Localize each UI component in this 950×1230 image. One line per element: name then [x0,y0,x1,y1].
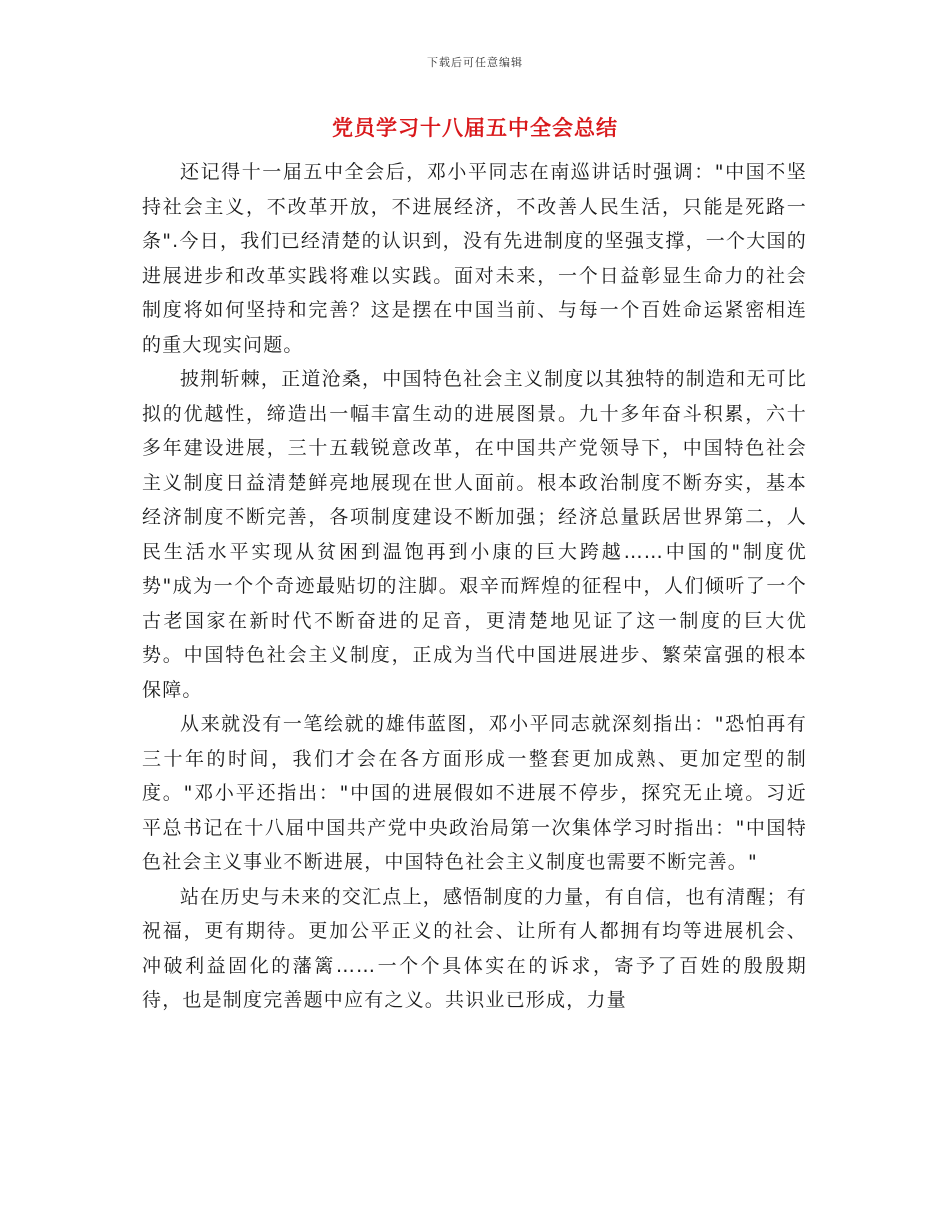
paragraph-1: 还记得十一届五中全会后，邓小平同志在南巡讲话时强调："中国不坚持社会主义，不改革开放，不进展经济，不改善人民生活，只能是死路一条".今日，我们已经清楚的认识到，没有先进制度的坚强支撑，一个大国的进展进步和改革实践将难以实践。面对未来，一个日益彰显生命力的社会制度将如何坚持和完善？这是摆在中国当前、与每一个百姓命运紧密相连的重大现实问题。 [142,161,807,356]
header-note: 下载后可任意编辑 [427,56,523,69]
document-body [142,155,807,1018]
document-title: 党员学习十八届五中全会总结 [332,116,618,140]
paragraph-3: 从来就没有一笔绘就的雄伟蓝图，邓小平同志就深刻指出："恐怕再有三十年的时间，我们才会在各方面形成一整套更加成熟、更加定型的制度。"邓小平还指出："中国的进展假如不进展不停步，探究无止境。习近平总书记在十八届中国共产党中央政治局第一次集体学习时指出："中国特色社会主义事业不断进展，中国特色社会主义制度也需要不断完善。" [142,713,807,873]
paragraph-2: 披荆斩棘，正道沧桑，中国特色社会主义制度以其独特的制造和无可比拟的优越性，缔造出一幅丰富生动的进展图景。九十多年奋斗积累，六十多年建设进展，三十五载锐意改革，在中国共产党领导下，中国特色社会主义制度日益清楚鲜亮地展现在世人面前。根本政治制度不断夯实，基本经济制度不断完善，各项制度建设不断加强；经济总量跃居世界第二，人民生活水平实现从贫困到温饱再到小康的巨大跨越……中国的"制度优势"成为一个个奇迹最贴切的注脚。艰辛而辉煌的征程中，人们倾听了一个古老国家在新时代不断奋进的足音，更清楚地见证了这一制度的巨大优势。中国特色社会主义制度，正成为当代中国进展进步、繁荣富强的根本保障。 [142,368,807,701]
paragraph-4: 站在历史与未来的交汇点上，感悟制度的力量，有自信，也有清醒；有祝福，更有期待。更加公平正义的社会、让所有人都拥有均等进展机会、冲破利益固化的藩篱……一个个具体实在的诉求，寄予了百姓的殷殷期待，也是制度完善题中应有之义。共识业已形成，力量 [142,885,807,1011]
